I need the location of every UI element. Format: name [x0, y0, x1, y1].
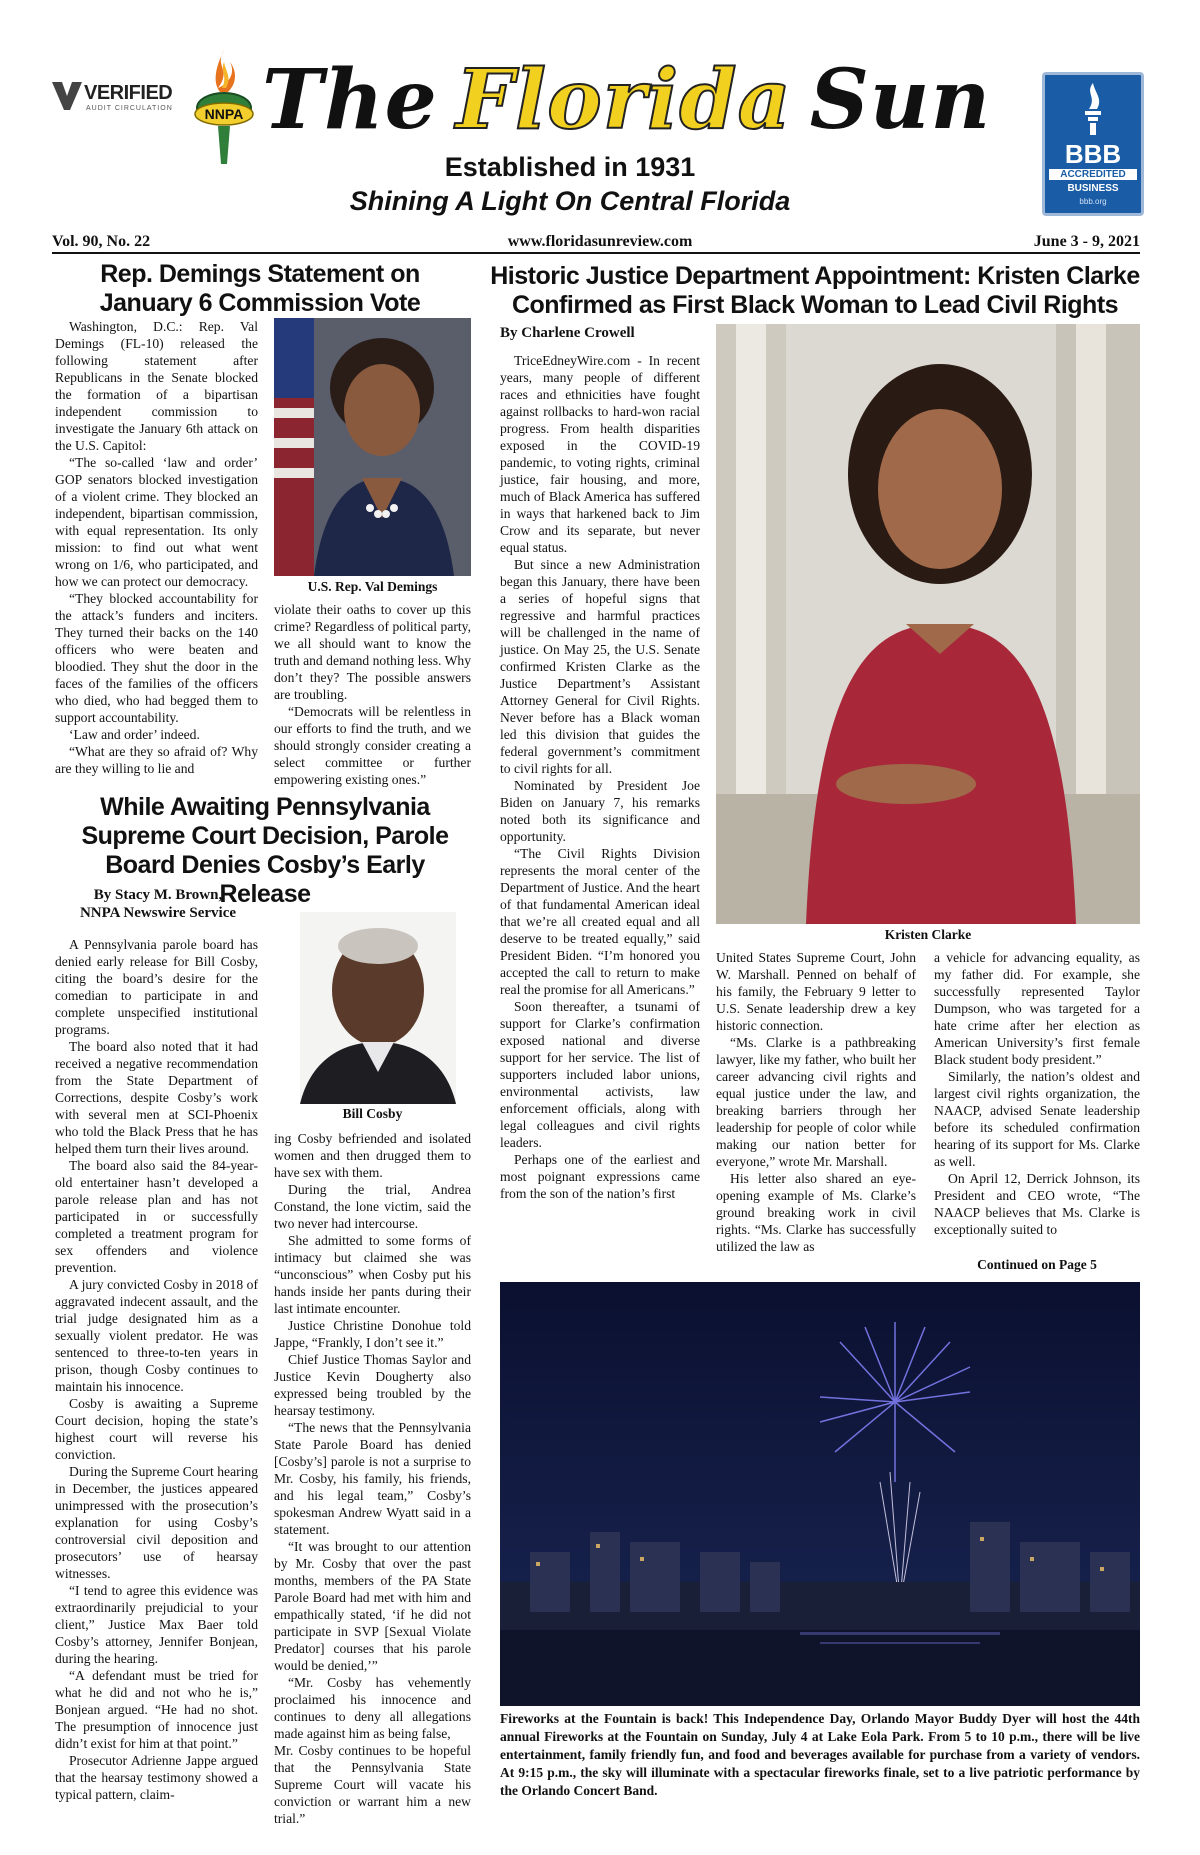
paragraph: “Democrats will be relentless in our efforts to find the truth, and we should strongly consider creating a select committee or further empowering existing ones.” [274, 704, 471, 787]
paragraph: During the trial, Andrea Constand, the lone victim, said the two never had intercourse. [274, 1182, 471, 1231]
paragraph: “The news that the Pennsylvania State Parole Board has denied [Cosby’s] parole is not a surprise to Mr. Cosby, his family, his friends, and his legal team,” Cosby’s spokesman Andrew Wyatt said in a statement. [274, 1420, 471, 1537]
paragraph: Justice Christine Donohue told Jappe, “Frankly, I don’t see it.” [274, 1318, 471, 1350]
verified-logo [52, 80, 212, 116]
paragraph: A Pennsylvania parole board has denied early release for Bill Cosby, citing the board’s desire for the comedian to participate in and complete unspecified institutional programs. [55, 937, 258, 1037]
paragraph: violate their oaths to cover up this crime? Regardless of political party, we all should want to know the truth and demand nothing less. Why don’t they? The possible answers are troubling. [274, 602, 471, 702]
newspaper-title [262, 52, 992, 148]
clarke-portrait [716, 324, 1140, 924]
clarke-col3 [934, 949, 1140, 1255]
fireworks-scene [500, 1282, 1140, 1706]
paragraph: Cosby is awaiting a Supreme Court decision, hoping the state’s highest court will reverse his conviction. [55, 1396, 258, 1462]
paragraph: She admitted to some forms of intimacy but claimed she was “unconscious” when Cosby put his hands inside her pants during their last intimate encounter. [274, 1233, 471, 1316]
title-the: The [262, 52, 438, 148]
paragraph: United States Supreme Court, John W. Marshall. Penned on behalf of his family, the February 9 letter to U.S. Senate leadership drew a key historic connection. [716, 950, 916, 1033]
clarke-photo [716, 324, 1140, 924]
paragraph: “The so-called ‘law and order’ GOP senators blocked investigation of a violent crime. They blocked an independent, bipartisan commission, with equal representation. Its only mission: to find out what went wrong on 1/6, who participated, and how we can protect our democracy. [55, 455, 258, 589]
verified-label: VERIFIED [84, 82, 173, 104]
paragraph: ‘Law and order’ indeed. [69, 727, 200, 742]
paragraph: Mr. Cosby continues to be hopeful that the Pennsylvania State Supreme Court will vacate his conviction or warrant him a new trial.” [274, 1743, 471, 1826]
bbb-line2: BUSINESS [1067, 183, 1119, 194]
clarke-col2 [716, 949, 916, 1276]
folio-rule [52, 252, 1140, 254]
paragraph: A jury convicted Cosby in 2018 of aggravated indecent assault, and the trial judge designated him as a sexually violent predator. He was sentenced to three-to-ten years in prison, though Cosby continues to maintain his innocence. [55, 1277, 258, 1394]
bbb-label: BBB [1064, 139, 1122, 169]
clarke-byline: By Charlene Crowell [500, 325, 635, 341]
paragraph: “The Civil Rights Division represents the moral center of the Department of Justice. And the heart of that fundamental American ideal that we’re all created equal and all deserve to be treated equally,” said President Biden. “I’m honored you accepted the call to return to make real the promise for all Americans.” [500, 846, 700, 997]
clarke-photo-caption: Kristen Clarke [884, 927, 972, 942]
paragraph: Perhaps one of the earliest and most poignant expressions came from the son of the nation’s first [500, 1152, 700, 1201]
bbb-line1: ACCREDITED [1049, 169, 1137, 180]
demings-portrait [274, 318, 471, 576]
clarke-col1 [500, 352, 700, 1276]
paragraph: Soon thereafter, a tsunami of support for Clarke’s confirmation exposed national and diverse support for her service. The list of supporters included labor unions, environmental activists, law enforcement officials, along with legal colleagues and civil rights leaders. [500, 999, 700, 1150]
tagline: Shining A Light On Central Florida [349, 186, 791, 216]
paragraph: Prosecutor Adrienne Jappe argued that the hearsay testimony showed a typical pattern, claim- [55, 1753, 258, 1802]
paragraph: During the Supreme Court hearing in December, the justices appeared unimpressed with the prosecution’s explanation for using Cosby’s controversial civil deposition and prosecutors’ use of hearsay witnesses. [55, 1464, 258, 1581]
paragraph: Nominated by President Joe Biden on January 7, his remarks noted both its significance and opportunity. [500, 778, 700, 844]
verified-check-icon [52, 82, 82, 110]
cosby-portrait [300, 912, 456, 1104]
fireworks-photo [500, 1282, 1140, 1706]
paragraph: ing Cosby befriended and isolated women and then drugged them to have sex with them. [274, 1131, 471, 1180]
paragraph: His letter also shared an eye-opening example of Ms. Clarke’s ground breaking work in civil rights. “Ms. Clarke has successfully utilized the law as [716, 1171, 916, 1254]
demings-photo [274, 318, 471, 576]
clarke-continued: Continued on Page 5 [977, 1257, 1097, 1272]
paragraph: “Mr. Cosby has vehemently proclaimed his innocence and continues to deny all allegations made against him as being false, [274, 1675, 471, 1741]
paragraph: On April 12, Derrick Johnson, its President and CEO wrote, “The NAACP believes that Ms. Clarke is exceptionally suited to [934, 1171, 1140, 1237]
title-sun: Sun [809, 52, 992, 148]
verified-sub: AUDIT CIRCULATION [86, 105, 173, 112]
clarke-headline: Historic Justice Department Appointment: Kristen Clarke Confirmed as First Black Woman to Lead Civil Rights [490, 262, 1140, 319]
folio-date: June 3 - 9, 2021 [1033, 233, 1140, 250]
paragraph: Chief Justice Thomas Saylor and Justice Kevin Dougherty also expressed being troubled by the hearsay testimony. [274, 1352, 471, 1418]
demings-col1 [55, 318, 258, 790]
paragraph: But since a new Administration began this January, there have been a series of hopeful signs that regressive and harmful practices will be challenged in the name of justice. On May 25, the U.S. Senate confirmed Kristen Clarke as the Justice Department’s Assistant Attorney General for Civil Rights. Never before has a Black woman led this division that guides the federal government’s commitment to civil rights for all. [500, 557, 700, 776]
paragraph: Washington, D.C.: Rep. Val Demings (FL-10) released the following statement after Republicans in the Senate blocked the formation of a bipartisan independent commission to investigate the January 6th attack on the U.S. Capitol: [55, 319, 258, 453]
cosby-headline: While Awaiting Pennsylvania Supreme Court Decision, Parole Board Denies Cosby’s Early Release [81, 793, 449, 908]
demings-headline: Rep. Demings Statement on January 6 Commission Vote [99, 260, 421, 317]
folio-website[interactable]: www.floridasunreview.com [507, 233, 693, 250]
paragraph: “What are they so afraid of? Why are they willing to lie and [55, 744, 258, 776]
paragraph: “A defendant must be tried for what he did and not who he is,” Bonjean argued. “He had no shot. The presumption of innocence just didn’t exist for him at that point.” [55, 1668, 258, 1751]
bbb-site: bbb.org [1079, 197, 1107, 206]
cosby-byline-2: NNPA Newswire Service [79, 905, 237, 921]
title-florida: Florida [455, 52, 792, 148]
cosby-col1 [55, 936, 258, 1804]
demings-col2 [274, 601, 471, 791]
paragraph: The board also said the 84-year-old entertainer hasn’t developed a parole release plan and has not participated in or successfully completed a treatment program for sex offenders and violence prevention. [55, 1158, 258, 1275]
paragraph: a vehicle for advancing equality, as my father did. For example, she successfully represented Taylor Dumpson, who was targeted for a hate crime after her election as American University’s first female Black student body president.” [934, 950, 1140, 1067]
fireworks-caption: Fireworks at the Fountain is back! This Independence Day, Orlando Mayor Buddy Dyer will host the 44th annual Fireworks at the Fountain on Sunday, July 4 at Lake Eola Park. From 5 to 10 p.m., there will be live entertainment, family friendly fun, and food and beverages available for purchase from a variety of vendors. At 9:15 p.m., the sky will illuminate with a spectacular fireworks finale, set to a live patriotic performance by the Orlando Concert Band. [500, 1711, 1140, 1798]
paragraph: Similarly, the nation’s oldest and largest civil rights organization, the NAACP, advised Senate leadership before its scheduled confirmation hearing of its support for Ms. Clarke as well. [934, 1069, 1140, 1169]
demings-photo-caption: U.S. Rep. Val Demings [307, 579, 438, 594]
folio-volume: Vol. 90, No. 22 [52, 233, 151, 250]
bbb-torch-icon [1075, 81, 1111, 137]
nnpa-logo [192, 48, 256, 166]
cosby-byline-1: By Stacy M. Brown, [93, 887, 223, 903]
paragraph: “Ms. Clarke is a pathbreaking lawyer, like my father, who built her career advancing civil rights and equal justice under the law, and breaking barriers through her leadership for people of color while making our nation better for everyone,” wrote Mr. Marshall. [716, 1035, 916, 1169]
paragraph: The board also noted that it had received a negative recommendation from the State Department of Corrections, despite Cosby’s work with several men at SCI-Phoenix who told the Black Press that he has helped them turn their lives around. [55, 1039, 258, 1156]
cosby-photo [300, 912, 456, 1104]
paragraph: TriceEdneyWire.com - In recent years, many people of different races and ethnicities have fought against rollbacks to hard-won racial progress. From health disparities exposed in the COVID-19 pandemic, to voting rights, criminal justice, fair housing, and more, much of Black America has suffered in ways that harkened back to Jim Crow and its separate, but never equal status. [500, 353, 700, 555]
cosby-col2 [274, 1130, 471, 1826]
cosby-photo-caption: Bill Cosby [342, 1106, 403, 1121]
paragraph: “It was brought to our attention by Mr. Cosby that over the past months, members of the PA State Parole Board had met with him and empathically stated, ‘if he did not participate in SVP [Sexual Violate Predator] courses that his parole would be denied,’” [274, 1539, 471, 1673]
paragraph: “They blocked accountability for the attack’s funders and inciters. They turned their backs on the 140 officers who were beaten and bloodied. They shut the door in the faces of the families of the officers who died, who had begged them to support accountability. [55, 591, 258, 725]
bbb-badge [1042, 72, 1144, 216]
nnpa-label: NNPA [204, 106, 244, 122]
established-line: Established in 1931 [444, 152, 696, 182]
paragraph: “I tend to agree this evidence was extraordinarily prejudicial to your client,” Justice Max Baer told Cosby’s attorney, Jennifer Bonjean, during the hearing. [55, 1583, 258, 1666]
